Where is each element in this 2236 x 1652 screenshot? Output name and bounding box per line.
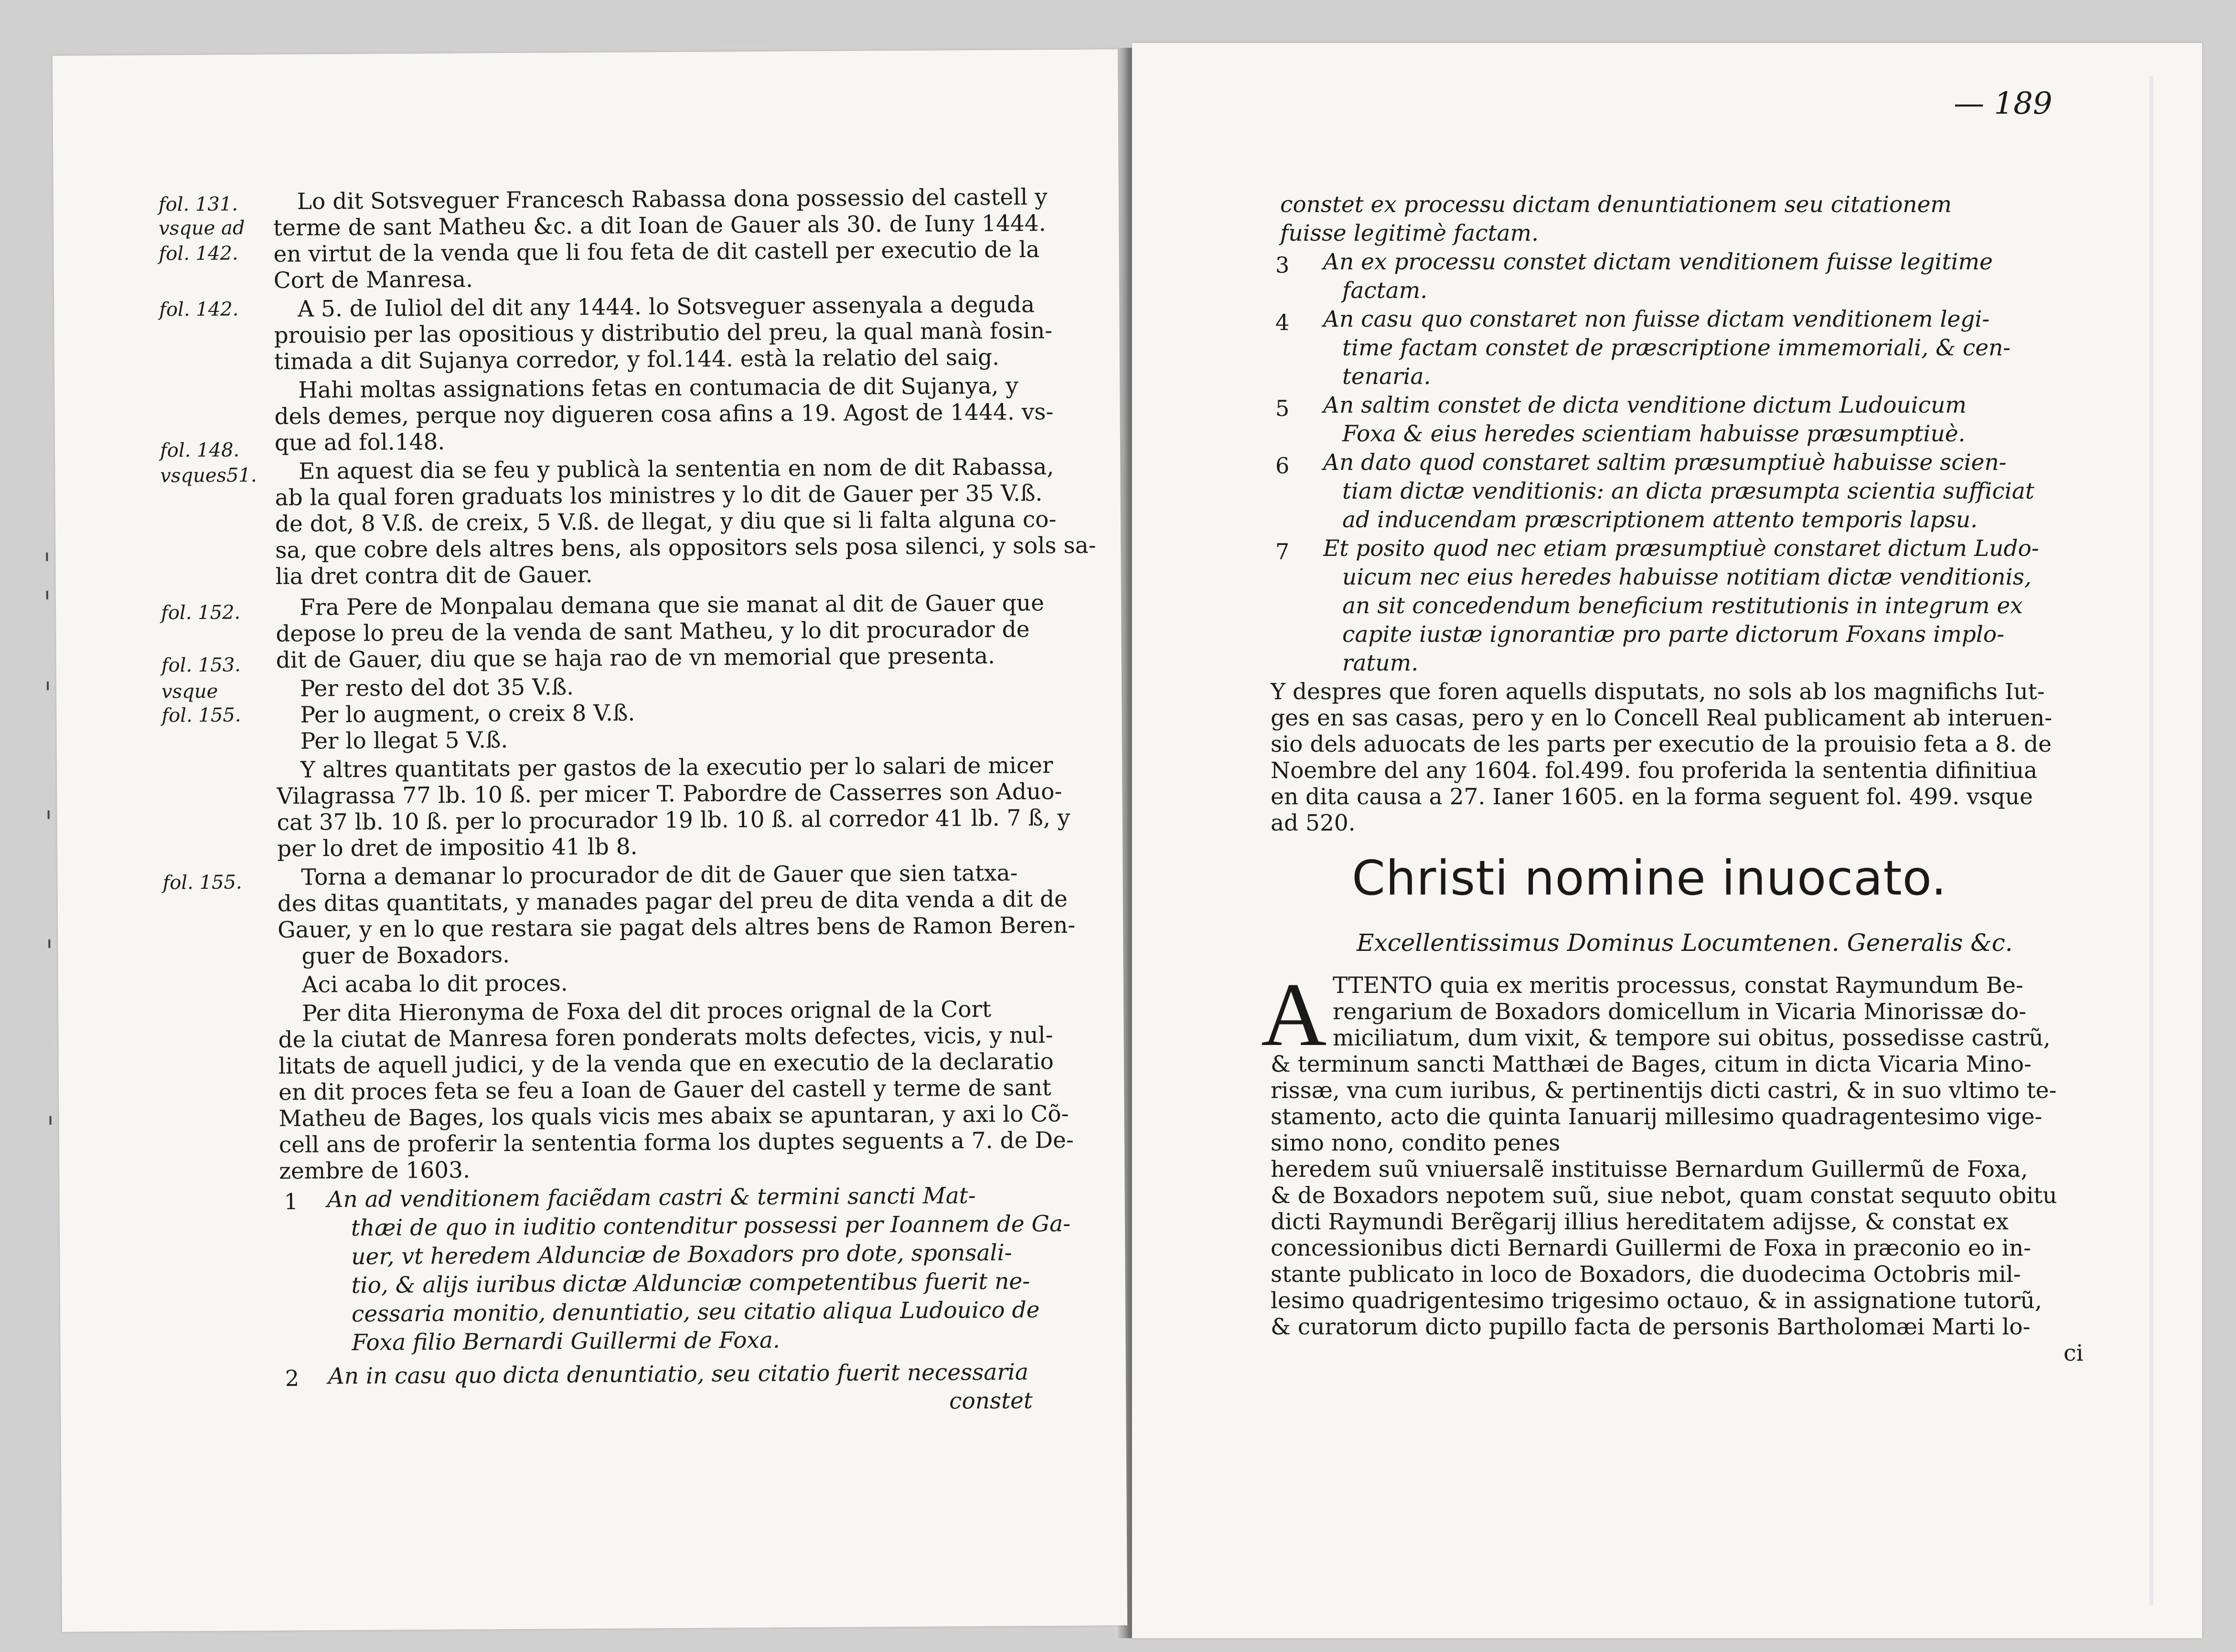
text-line: Aci acaba lo dit proces. (301, 970, 568, 998)
text-line: Matheu de Bages, los quals vicis mes abaix se apuntaran, y axi lo Cõ- (278, 1100, 1069, 1132)
text-line: uer, vt heredem Aldunciæ de Boxadors pro dote, sponsali- (351, 1239, 1012, 1270)
text-line: time factam constet de præscriptione immemoriali, & cen- (1342, 335, 2011, 361)
text-line: tiam dictæ venditionis: an dicta præsumpta scientia sufficiat (1342, 478, 2034, 504)
question-number: 4 (1275, 309, 1290, 335)
text-line: zembre de 1603. (279, 1157, 471, 1184)
text-line: Cort de Manresa. (273, 266, 473, 294)
text-line: Vilagrassa 77 lb. 10 ß. per micer T. Pabordre de Casserres son Aduo- (277, 778, 1062, 810)
text-line: cell ans de proferir la sententia forma los duptes seguents a 7. de De- (278, 1127, 1074, 1158)
catchword: ci (2064, 1340, 2084, 1366)
text-line: Foxa & eius heredes scientiam habuisse præsumptiuè. (1342, 421, 1966, 447)
question-number: 7 (1275, 539, 1290, 565)
left-page (53, 49, 1127, 1632)
text-line: terme de sant Matheu &c. a dit Ioan de Gauer als 30. de Iuny 1444. (273, 210, 1046, 242)
page-number (1954, 86, 2053, 121)
text-line: & curatorum dicto pupillo facta de personis Bartholomæi Marti lo- (1271, 1314, 2031, 1340)
section-heading: Christi nomine inuocato. (1352, 850, 1947, 906)
text-line: An saltim constet de dicta venditione dictum Ludouicum (1323, 392, 1967, 418)
text-line: Et posito quod nec etiam præsumptiuè constaret dictum Ludo- (1323, 535, 2039, 562)
text-line: en dita causa a 27. Ianer 1605. en la forma seguent fol. 499. vsque (1271, 784, 2033, 810)
text-line: Lo dit Sotsveguer Francesch Rabassa dona possessio del castell y (297, 184, 1048, 215)
text-line: des ditas quantitats, y manades pagar del preu de dita venda a dit de (277, 885, 1068, 917)
margin-note: vsque ad (159, 217, 245, 240)
text-line: An ad venditionem faciẽdam castri & termini sancti Mat- (327, 1183, 976, 1213)
section-subheading: Excellentissimus Dominus Locumtenen. Generalis &c. (1357, 929, 2013, 957)
drop-cap: A (1261, 965, 1327, 1065)
text-line: an sit concedendum beneficium restitutionis in integrum ex (1342, 593, 2023, 619)
page-edge (2150, 76, 2153, 1605)
text-line: ges en sas casas, pero y en lo Concell Real publicament ab interuen- (1271, 705, 2053, 731)
text-line: Noembre del any 1604. fol.499. fou proferida la sententia difinitiua (1271, 757, 2038, 784)
text-line: Foxa filio Bernardi Guillermi de Foxa. (352, 1327, 781, 1356)
text-line: & terminum sancti Matthæi de Bages, citum in dicta Vicaria Mino- (1271, 1051, 2032, 1077)
text-line: per lo dret de impositio 41 lb 8. (277, 833, 638, 863)
text-line: litats de aquell judici, y de la venda que en executio de la declaratio (278, 1048, 1054, 1079)
text-line: capite iustæ ignorantiæ pro parte dictorum Foxans implo- (1342, 621, 2004, 648)
text-line: Per dita Hieronyma de Foxa del dit proces orignal de la Cort (302, 996, 992, 1027)
margin-note: vsques51. (160, 464, 257, 487)
question-number: 1 (284, 1188, 299, 1215)
text-line: miciliatum, dum vixit, & tempore sui obitus, possedisse castrũ, (1333, 1025, 2051, 1051)
text-line: An in casu quo dicta denuntiatio, seu citatio fuerit necessaria (328, 1359, 1029, 1390)
text-line: stante publicato in loco de Boxadors, die duodecima Octobris mil- (1271, 1261, 2021, 1288)
margin-note: fol. 131. (158, 193, 238, 216)
text-line: ab la qual foren graduats los ministres y lo dit de Gauer per 35 V.ß. (275, 480, 1043, 512)
text-line: uicum nec eius heredes habuisse notitiam dictæ venditionis, (1342, 564, 2032, 590)
text-line: TTENTO quia ex meritis processus, constat Raymundum Be- (1333, 972, 2023, 999)
text-line: de dot, 8 V.ß. de creix, 5 V.ß. de llegat, y diu que si li falta alguna co- (275, 506, 1057, 538)
text-line: rissæ, vna cum iuribus, & pertinentijs dicti castri, & in suo vltimo te- (1271, 1077, 2057, 1104)
margin-note: fol. 142. (159, 298, 239, 321)
page-number-value: 189 (1994, 86, 2053, 121)
question-number: 2 (285, 1365, 300, 1391)
text-line: An ex processu constet dictam venditionem fuisse legitime (1323, 249, 1993, 275)
text-line: Hahi moltas assignations fetas en contumacia de dit Sujanya, y (298, 373, 1018, 404)
text-line: thæi de quo in iuditio contenditur possessi per Ioannem de Ga- (351, 1210, 1071, 1242)
text-line: Fra Pere de Monpalau demana que sie manat al dit de Gauer que (299, 590, 1045, 621)
text-line: ratum. (1342, 650, 1419, 676)
text-line: dit de Gauer, diu que se haja rao de vn memorial que presenta. (276, 642, 995, 674)
margin-note: vsque (161, 680, 218, 703)
question-number: 6 (1275, 453, 1290, 479)
right-page (1132, 43, 2202, 1638)
page-number-dash: — (1954, 86, 1994, 121)
text-line: Per lo llegat 5 V.ß. (300, 727, 508, 755)
text-line: en dit proces feta se feu a Ioan de Gauer del castell y terme de sant (278, 1075, 1051, 1106)
text-line: An casu quo constaret non fuisse dictam venditionem legi- (1323, 306, 1990, 332)
text-line: lia dret contra dit de Gauer. (275, 561, 593, 590)
text-line: Per lo augment, o creix 8 V.ß. (300, 700, 635, 728)
text-line: rengarium de Boxadors domicellum in Vicaria Minorissæ do- (1333, 999, 2027, 1025)
question-number: 3 (1275, 252, 1290, 278)
text-line: heredem suũ vniuersalẽ instituisse Bernardum Guillermũ de Foxa, (1271, 1156, 2028, 1183)
text-line: Torna a demanar lo procurador de dit de Gauer que sien tatxa- (301, 860, 1018, 891)
text-line: & de Boxadors nepotem suũ, siue nebot, quam constat sequuto obitu (1271, 1183, 2057, 1209)
text-line: concessionibus dicti Bernardi Guillermi de Foxa in præconio eo in- (1271, 1235, 2031, 1261)
text-line: dels demes, perque noy digueren cosa afins a 19. Agost de 1444. vs- (274, 399, 1054, 430)
text-line: tenaria. (1342, 363, 1431, 390)
text-line: Y despres que foren aquells disputats, no sols ab los magnifichs Iut- (1271, 679, 2045, 705)
text-line: simo nono, condito penes (1271, 1130, 1561, 1156)
text-line: ad inducendam præscriptionem attento temporis lapsu. (1342, 507, 1978, 533)
left-edge-marks (53, 49, 1118, 56)
margin-note: fol. 142. (159, 242, 238, 265)
margin-note: fol. 155. (162, 871, 242, 894)
margin-note: fol. 153. (161, 654, 241, 677)
text-line: dicti Raymundi Berẽgarij illius hereditatem adijsse, & constat ex (1271, 1209, 2009, 1235)
margin-note: fol. 155. (161, 704, 241, 727)
text-line: stamento, acto die quinta Ianuarij millesimo quadragentesimo vige- (1271, 1104, 2043, 1130)
text-line: de la ciutat de Manresa foren ponderats molts defectes, vicis, y nul- (278, 1022, 1053, 1053)
text-line: Gauer, y en lo que restara sie pagat dels altres bens de Ramon Beren- (277, 912, 1076, 943)
text-line: cessaria monitio, denuntiatio, seu citatio aliqua Ludouico de (351, 1297, 1040, 1328)
text-line: cat 37 lb. 10 ß. per lo procurador 19 lb. 10 ß. al corredor 41 lb. 7 ß, y (277, 804, 1070, 836)
text-line: sa, que cobre dels altres bens, als oppositors sels posa silenci, y sols sa- (275, 532, 1096, 564)
text-line: An dato quod constaret saltim præsumptiuè habuisse scien- (1323, 449, 2007, 476)
text-line: en virtut de la venda que li fou feta de dit castell per executio de la (273, 236, 1040, 268)
text-line: sio dels aduocats de les parts per executio de la prouisio feta a 8. de (1271, 731, 2052, 757)
text-line: A 5. de Iuliol del dit any 1444. lo Sotsveguer assenyala a deguda (298, 291, 1035, 322)
text-line: depose lo preu de la venda de sant Matheu, y lo dit procurador de (276, 616, 1030, 648)
text-line: ad 520. (1271, 810, 1356, 836)
text-line: En aquest dia se feu y publicà la sententia en nom de dit Rabassa, (299, 454, 1054, 485)
text-line: timada a dit Sujanya corredor, y fol.144. està la relatio del saig. (274, 344, 1000, 375)
text-line: fuisse legitimè factam. (1280, 220, 1539, 246)
text-line: que ad fol.148. (274, 428, 445, 457)
margin-note: fol. 152. (160, 601, 241, 624)
text-line: lesimo quadrigentesimo trigesimo octauo, & in assignatione tutorũ, (1271, 1288, 2042, 1314)
text-line: prouisio per las opositious y distributio del preu, la qual manà fosin- (274, 318, 1053, 349)
margin-note: fol. 148. (160, 439, 240, 462)
text-line: constet ex processu dictam denuntiationem seu citationem (1280, 192, 1952, 218)
text-line: guer de Boxadors. (301, 942, 510, 970)
catchword: constet (949, 1387, 1033, 1415)
text-line: Per resto del dot 35 V.ß. (300, 674, 574, 702)
text-line: factam. (1342, 277, 1428, 304)
text-line: Y altres quantitats per gastos de la executio per lo salari de micer (300, 752, 1053, 783)
text-line: tio, & alijs iuribus dictæ Aldunciæ competentibus fuerit ne- (351, 1268, 1030, 1299)
question-number: 5 (1275, 395, 1290, 421)
